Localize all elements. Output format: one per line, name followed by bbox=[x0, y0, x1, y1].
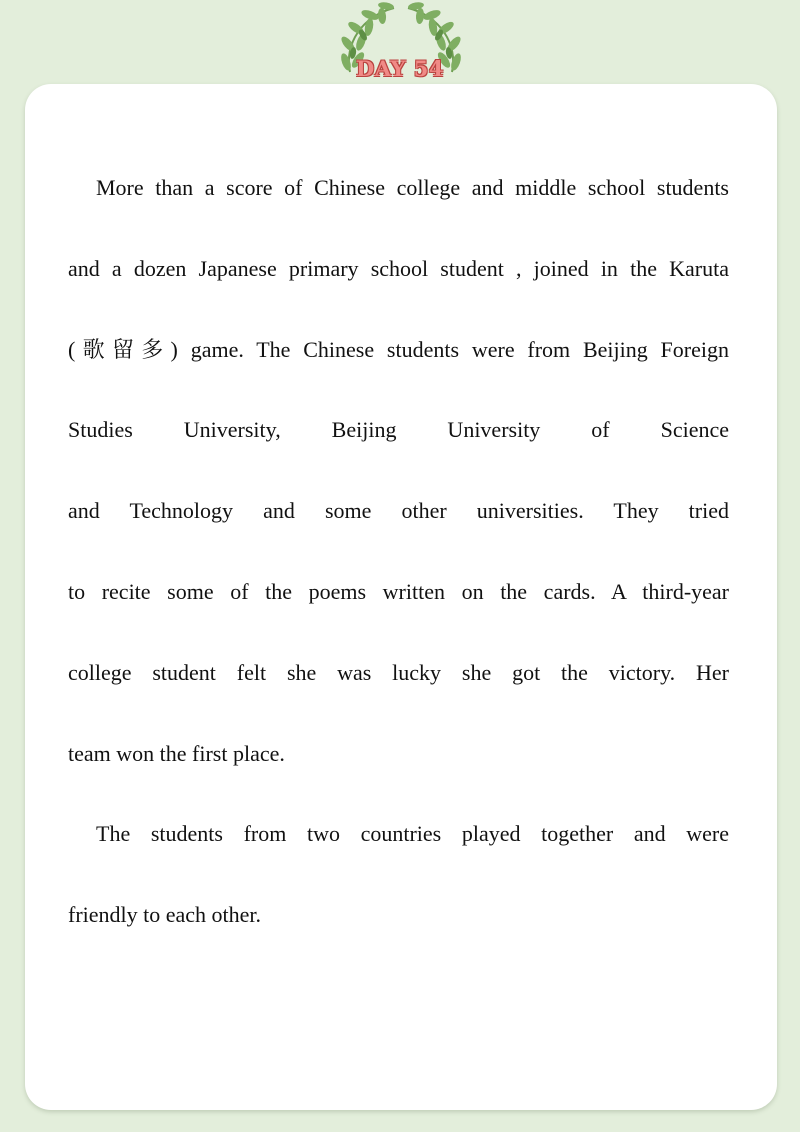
paragraph bbox=[68, 794, 729, 956]
text-line: More than a score of Chinese college and middle school students bbox=[96, 175, 729, 200]
text-line: Studies University, Beijing University of Science bbox=[68, 417, 729, 443]
text-line: to recite some of the poems written on the cards. A third-year bbox=[68, 578, 729, 604]
day-badge: DAY 54 bbox=[356, 56, 444, 81]
reading-passage bbox=[68, 148, 729, 956]
text-line: college student felt she was lucky she got the victory. Her bbox=[68, 659, 729, 685]
text-line: and a dozen Japanese primary school student , joined in the Karuta bbox=[68, 255, 729, 281]
text-line: team won the first place. bbox=[68, 740, 285, 766]
paragraph bbox=[68, 148, 729, 794]
text-line: and Technology and some other universities. They tried bbox=[68, 498, 729, 524]
text-line: The students from two countries played together and were bbox=[96, 821, 729, 847]
text-line: (歌留多) game. The Chinese students were from Beijing Foreign bbox=[68, 336, 729, 362]
text-line: friendly to each other. bbox=[68, 902, 262, 928]
